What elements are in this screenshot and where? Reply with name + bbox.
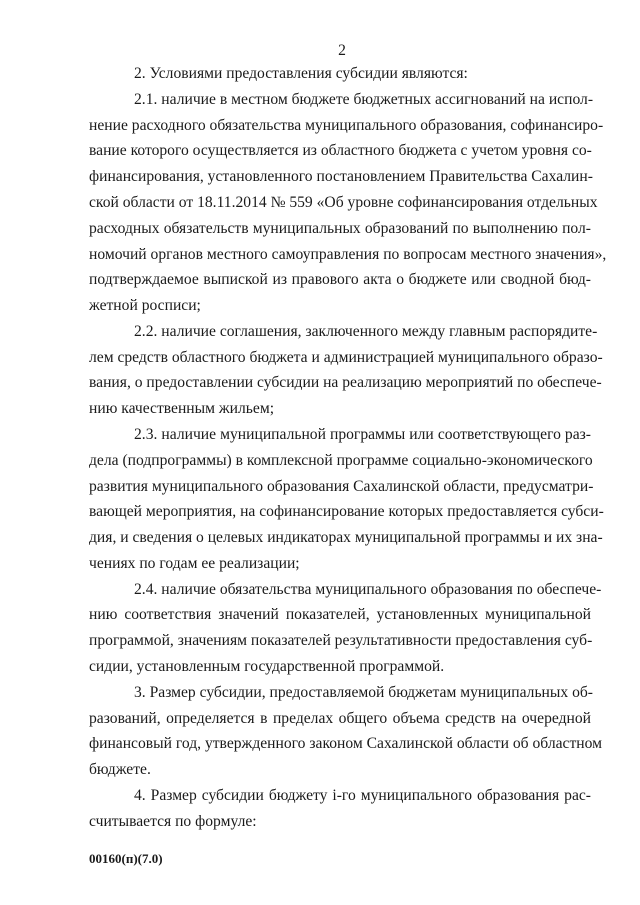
text-line: дела (подпрограммы) в комплексной программе социально-экономического: [89, 452, 593, 469]
text-line: 3. Размер субсидии, предоставляемой бюджетам муниципальных об-: [134, 684, 593, 701]
text-line: ской области от 18.11.2014 № 559 «Об уровне софинансирования отдельных: [89, 194, 598, 211]
text-line: лем средств областного бюджета и администрацией муниципального образо-: [89, 349, 603, 366]
text-line: финансовый год, утвержденного законом Сахалинской области об областном: [89, 735, 602, 752]
text-line: нение расходного обязательства муниципального образования, софинансиро-: [89, 117, 604, 134]
text-line: программой, значениям показателей результативности предоставления суб-: [89, 632, 593, 649]
text-line: считывается по формуле:: [89, 813, 257, 830]
text-line: вания, о предоставлении субсидии на реализацию мероприятий по обеспече-: [89, 374, 602, 391]
text-line: жетной росписи;: [89, 297, 201, 314]
text-line: вание которого осуществляется из областного бюджета с учетом уровня со-: [89, 142, 592, 159]
text-line: финансирования, установленного постановлением Правительства Сахалин-: [89, 168, 593, 185]
document-code: 00160(п)(7.0): [89, 851, 163, 866]
page-number: 2: [338, 42, 346, 59]
text-line: 4. Размер субсидии бюджету i-го муниципального образования рас-: [134, 787, 591, 804]
text-line: 2.4. наличие обязательства муниципального образования по обеспече-: [134, 581, 602, 598]
text-line: нию качественным жильем;: [89, 400, 275, 417]
text-line: нию соответствия значений показателей, установленных муниципальной: [89, 606, 591, 623]
text-line: 2.2. наличие соглашения, заключенного между главным распорядите-: [134, 323, 598, 340]
text-line: бюджете.: [89, 761, 151, 778]
text-line: разований, определяется в пределах общего объема средств на очередной: [89, 710, 591, 727]
text-line: подтверждаемое выпиской из правового акта о бюджете или сводной бюд-: [89, 271, 591, 288]
text-line: сидии, установленным государственной программой.: [89, 658, 445, 675]
text-line: развития муниципального образования Сахалинской области, предусматри-: [89, 478, 594, 495]
text-line: 2. Условиями предоставления субсидии являются:: [134, 65, 468, 82]
text-line: 2.3. наличие муниципальной программы или соответствующего раз-: [134, 426, 591, 443]
text-line: 2.1. наличие в местном бюджете бюджетных ассигнований на испол-: [134, 91, 594, 108]
text-line: номочий органов местного самоуправления по вопросам местного значения»,: [89, 246, 607, 263]
text-line: вающей мероприятия, на софинансирование которых предоставляется субси-: [89, 503, 604, 520]
text-line: расходных обязательств муниципальных образований по выполнению пол-: [89, 220, 591, 237]
text-line: чениях по годам ее реализации;: [89, 555, 300, 572]
text-line: дия, и сведения о целевых индикаторах муниципальной программы и их зна-: [89, 529, 603, 546]
